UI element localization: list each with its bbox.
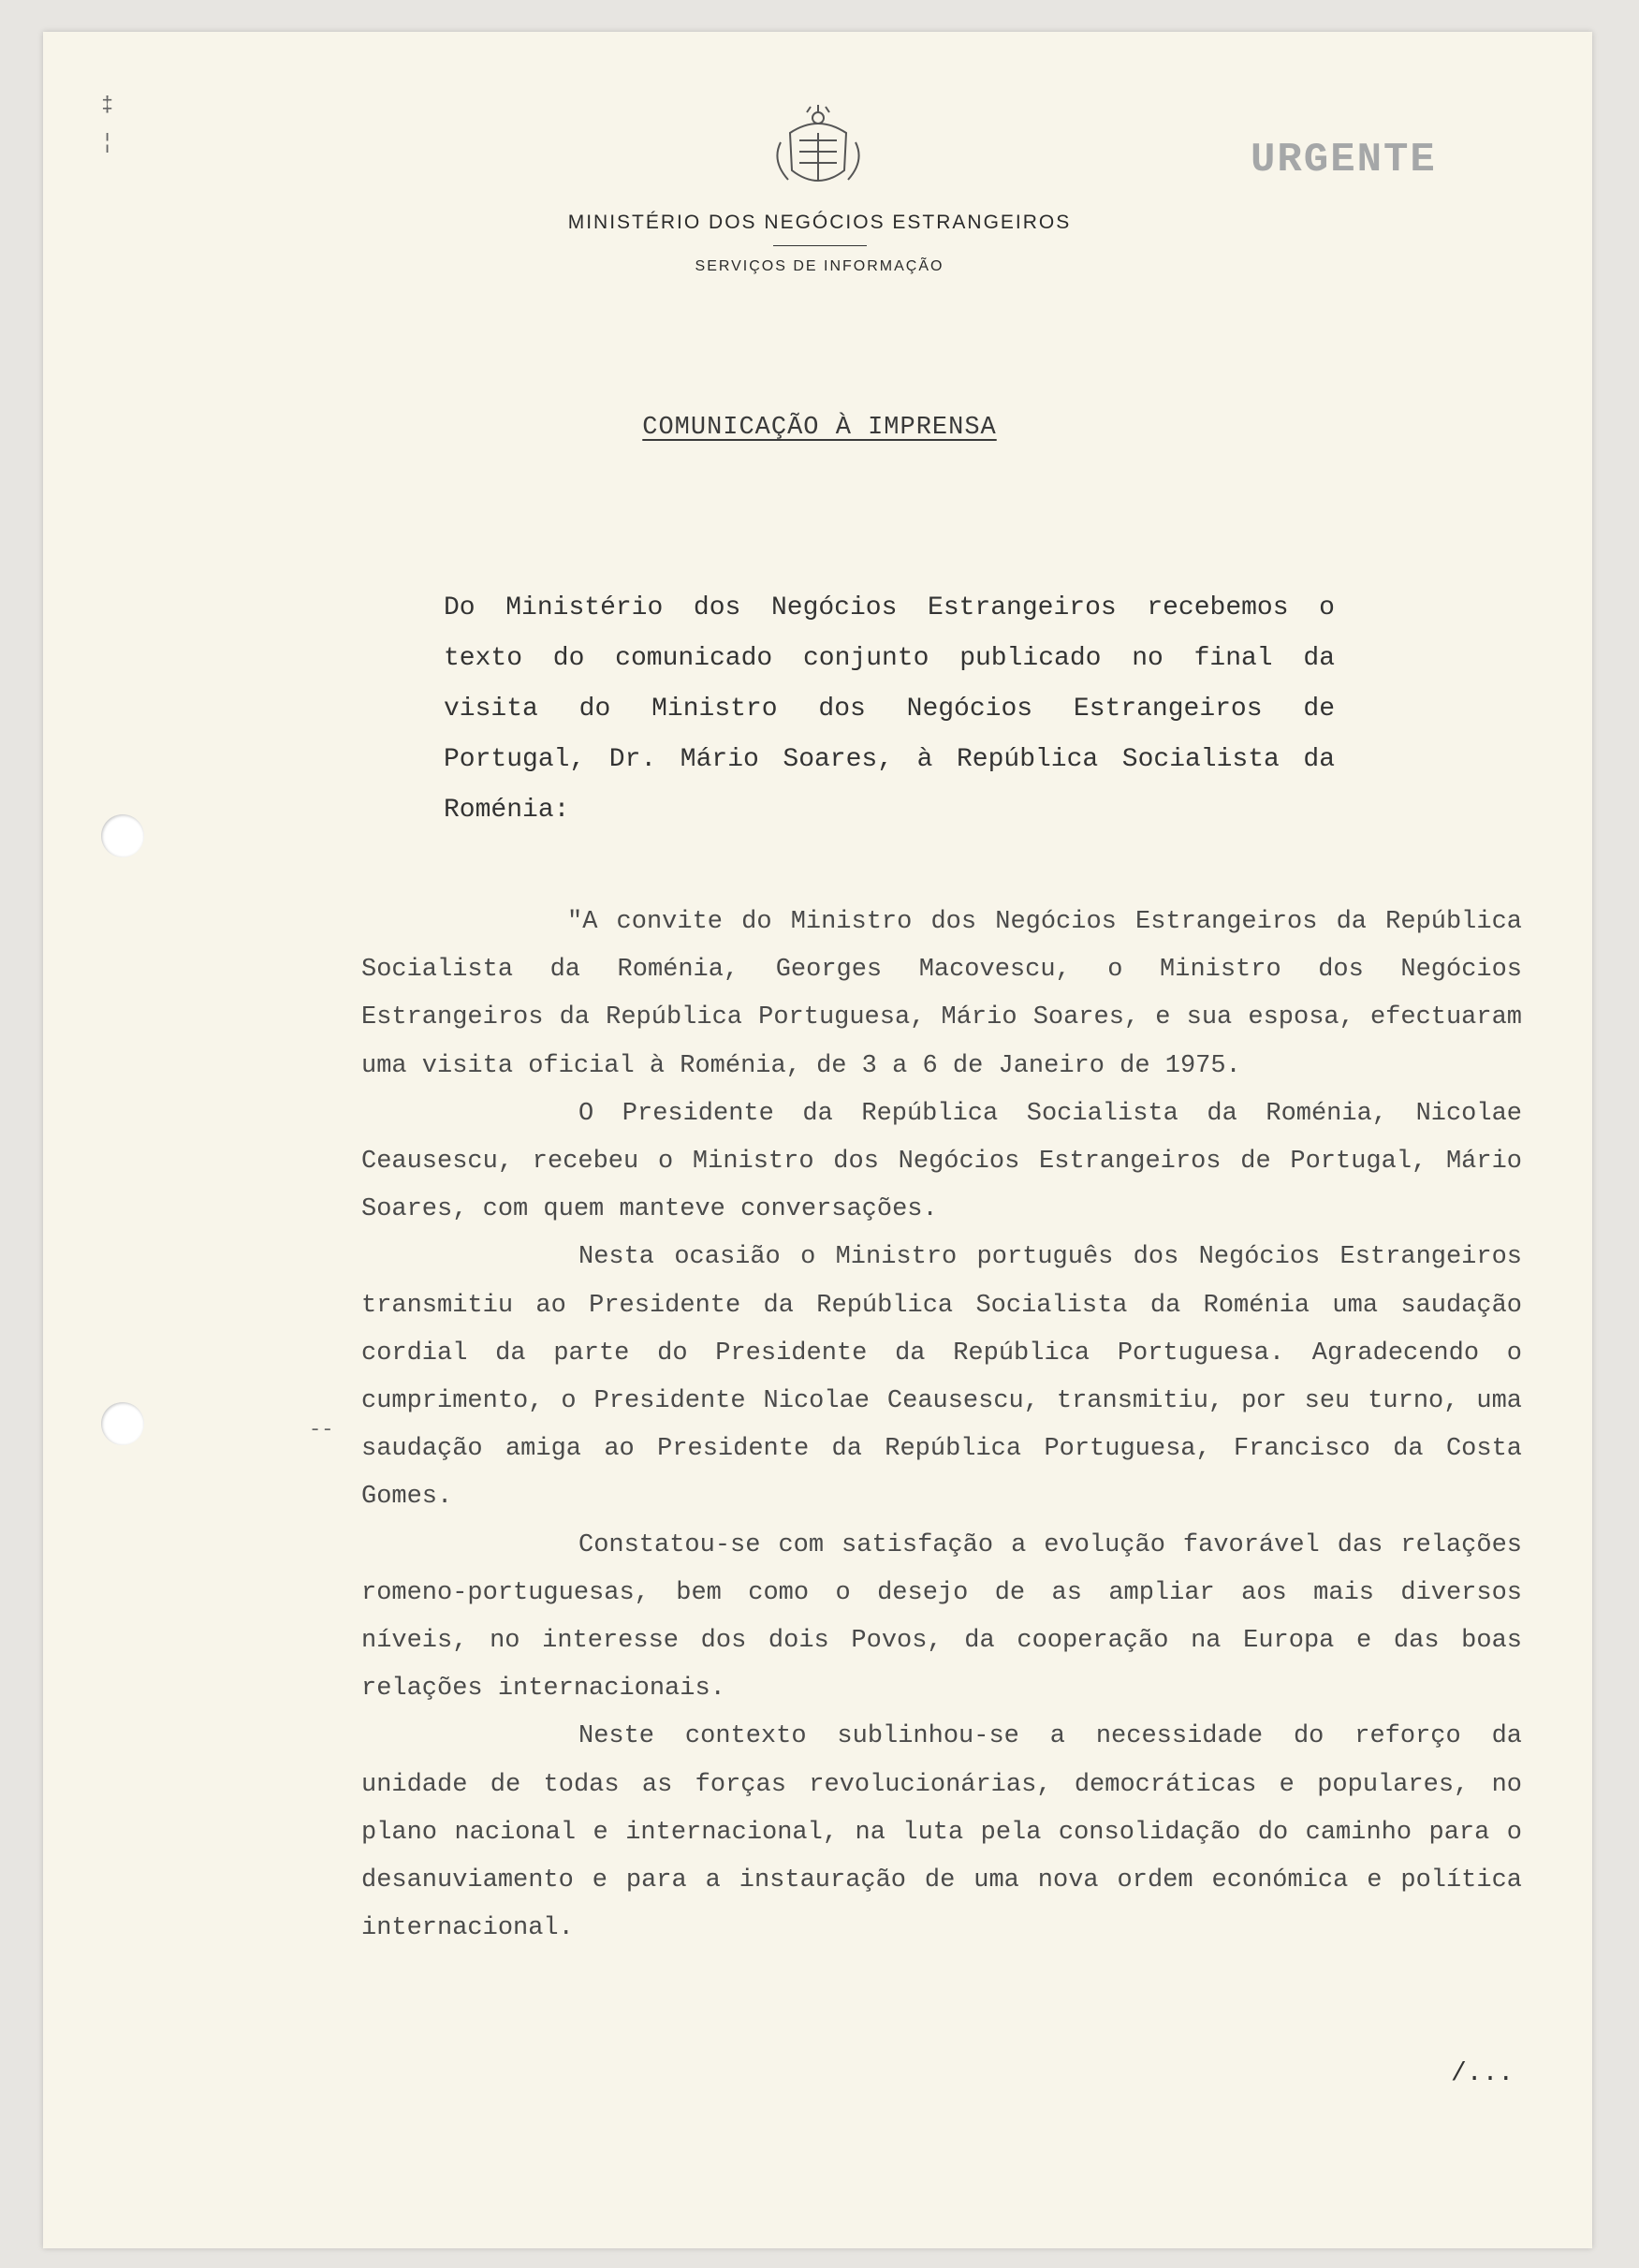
- body-paragraph: "A convite do Ministro dos Negócios Estrangeiros da República Socialista da Roménia, Georges Macovescu, o Ministro dos Negócios Estrangeiros da República Portuguesa, Mário Soares, e sua esposa, efectuaram uma visita oficial à Roménia, de 3 a 6 de Janeiro de 1975.: [361, 908, 1522, 1080]
- heading-divider: [773, 245, 867, 246]
- service-subheading: SERVIÇOS DE INFORMAÇÃO: [695, 258, 944, 274]
- ministry-heading: MINISTÉRIO DOS NEGÓCIOS ESTRANGEIROS: [567, 212, 1072, 233]
- continuation-mark: /...: [1451, 2059, 1515, 2088]
- margin-mark: ¦: [101, 131, 114, 154]
- body-paragraph: Constatou-se com satisfação a evolução favorável das relações romeno-portuguesas, bem como o desejo de as ampliar aos mais diversos níveis, no interesse dos dois Povos, da cooperação na Europa e das boas relações internacionais.: [361, 1530, 1522, 1704]
- document-title-wrapper: [0, 414, 1639, 442]
- punch-hole-top: [101, 814, 144, 857]
- punch-hole-bottom: [101, 1402, 144, 1445]
- body-paragraph: O Presidente da República Socialista da Roménia, Nicolae Ceausescu, recebeu o Ministro dos Negócios Estrangeiros de Portugal, Mário Soares, com quem manteve conversações.: [361, 1099, 1522, 1224]
- margin-mark: ‡: [101, 94, 114, 117]
- body-paragraph: Nesta ocasião o Ministro português dos Negócios Estrangeiros transmitiu ao Presidente da República Socialista da Roménia uma saudação cordial da parte do Presidente da República Portuguesa. Agradecendo o cumprimento, o Presidente Nicolae Ceausescu, transmitiu, por seu turno, uma saudação amiga ao Presidente da República Portuguesa, Francisco da Costa Gomes.: [361, 1243, 1522, 1512]
- document-title: COMUNICAÇÃO À IMPRENSA: [642, 414, 997, 442]
- intro-paragraph: Do Ministério dos Negócios Estrangeiros recebemos o texto do comunicado conjunto publicado no final da visita do Ministro dos Negócios Estrangeiros de Portugal, Dr. Mário Soares, à República Socialista da Roménia:: [444, 593, 1335, 825]
- coat-of-arms-emblem: [762, 105, 874, 198]
- margin-mark: ‑‑: [309, 1418, 334, 1441]
- urgent-stamp: URGENTE: [1251, 137, 1437, 183]
- communique-body: [361, 899, 1522, 1953]
- body-paragraph: Neste contexto sublinhou-se a necessidade do reforço da unidade de todas as forças revolucionárias, democráticas e populares, no plano nacional e internacional, na luta pela consolidação do caminho para o desanuviamento e para a instauração de uma nova ordem económica e política internacional.: [361, 1722, 1522, 1943]
